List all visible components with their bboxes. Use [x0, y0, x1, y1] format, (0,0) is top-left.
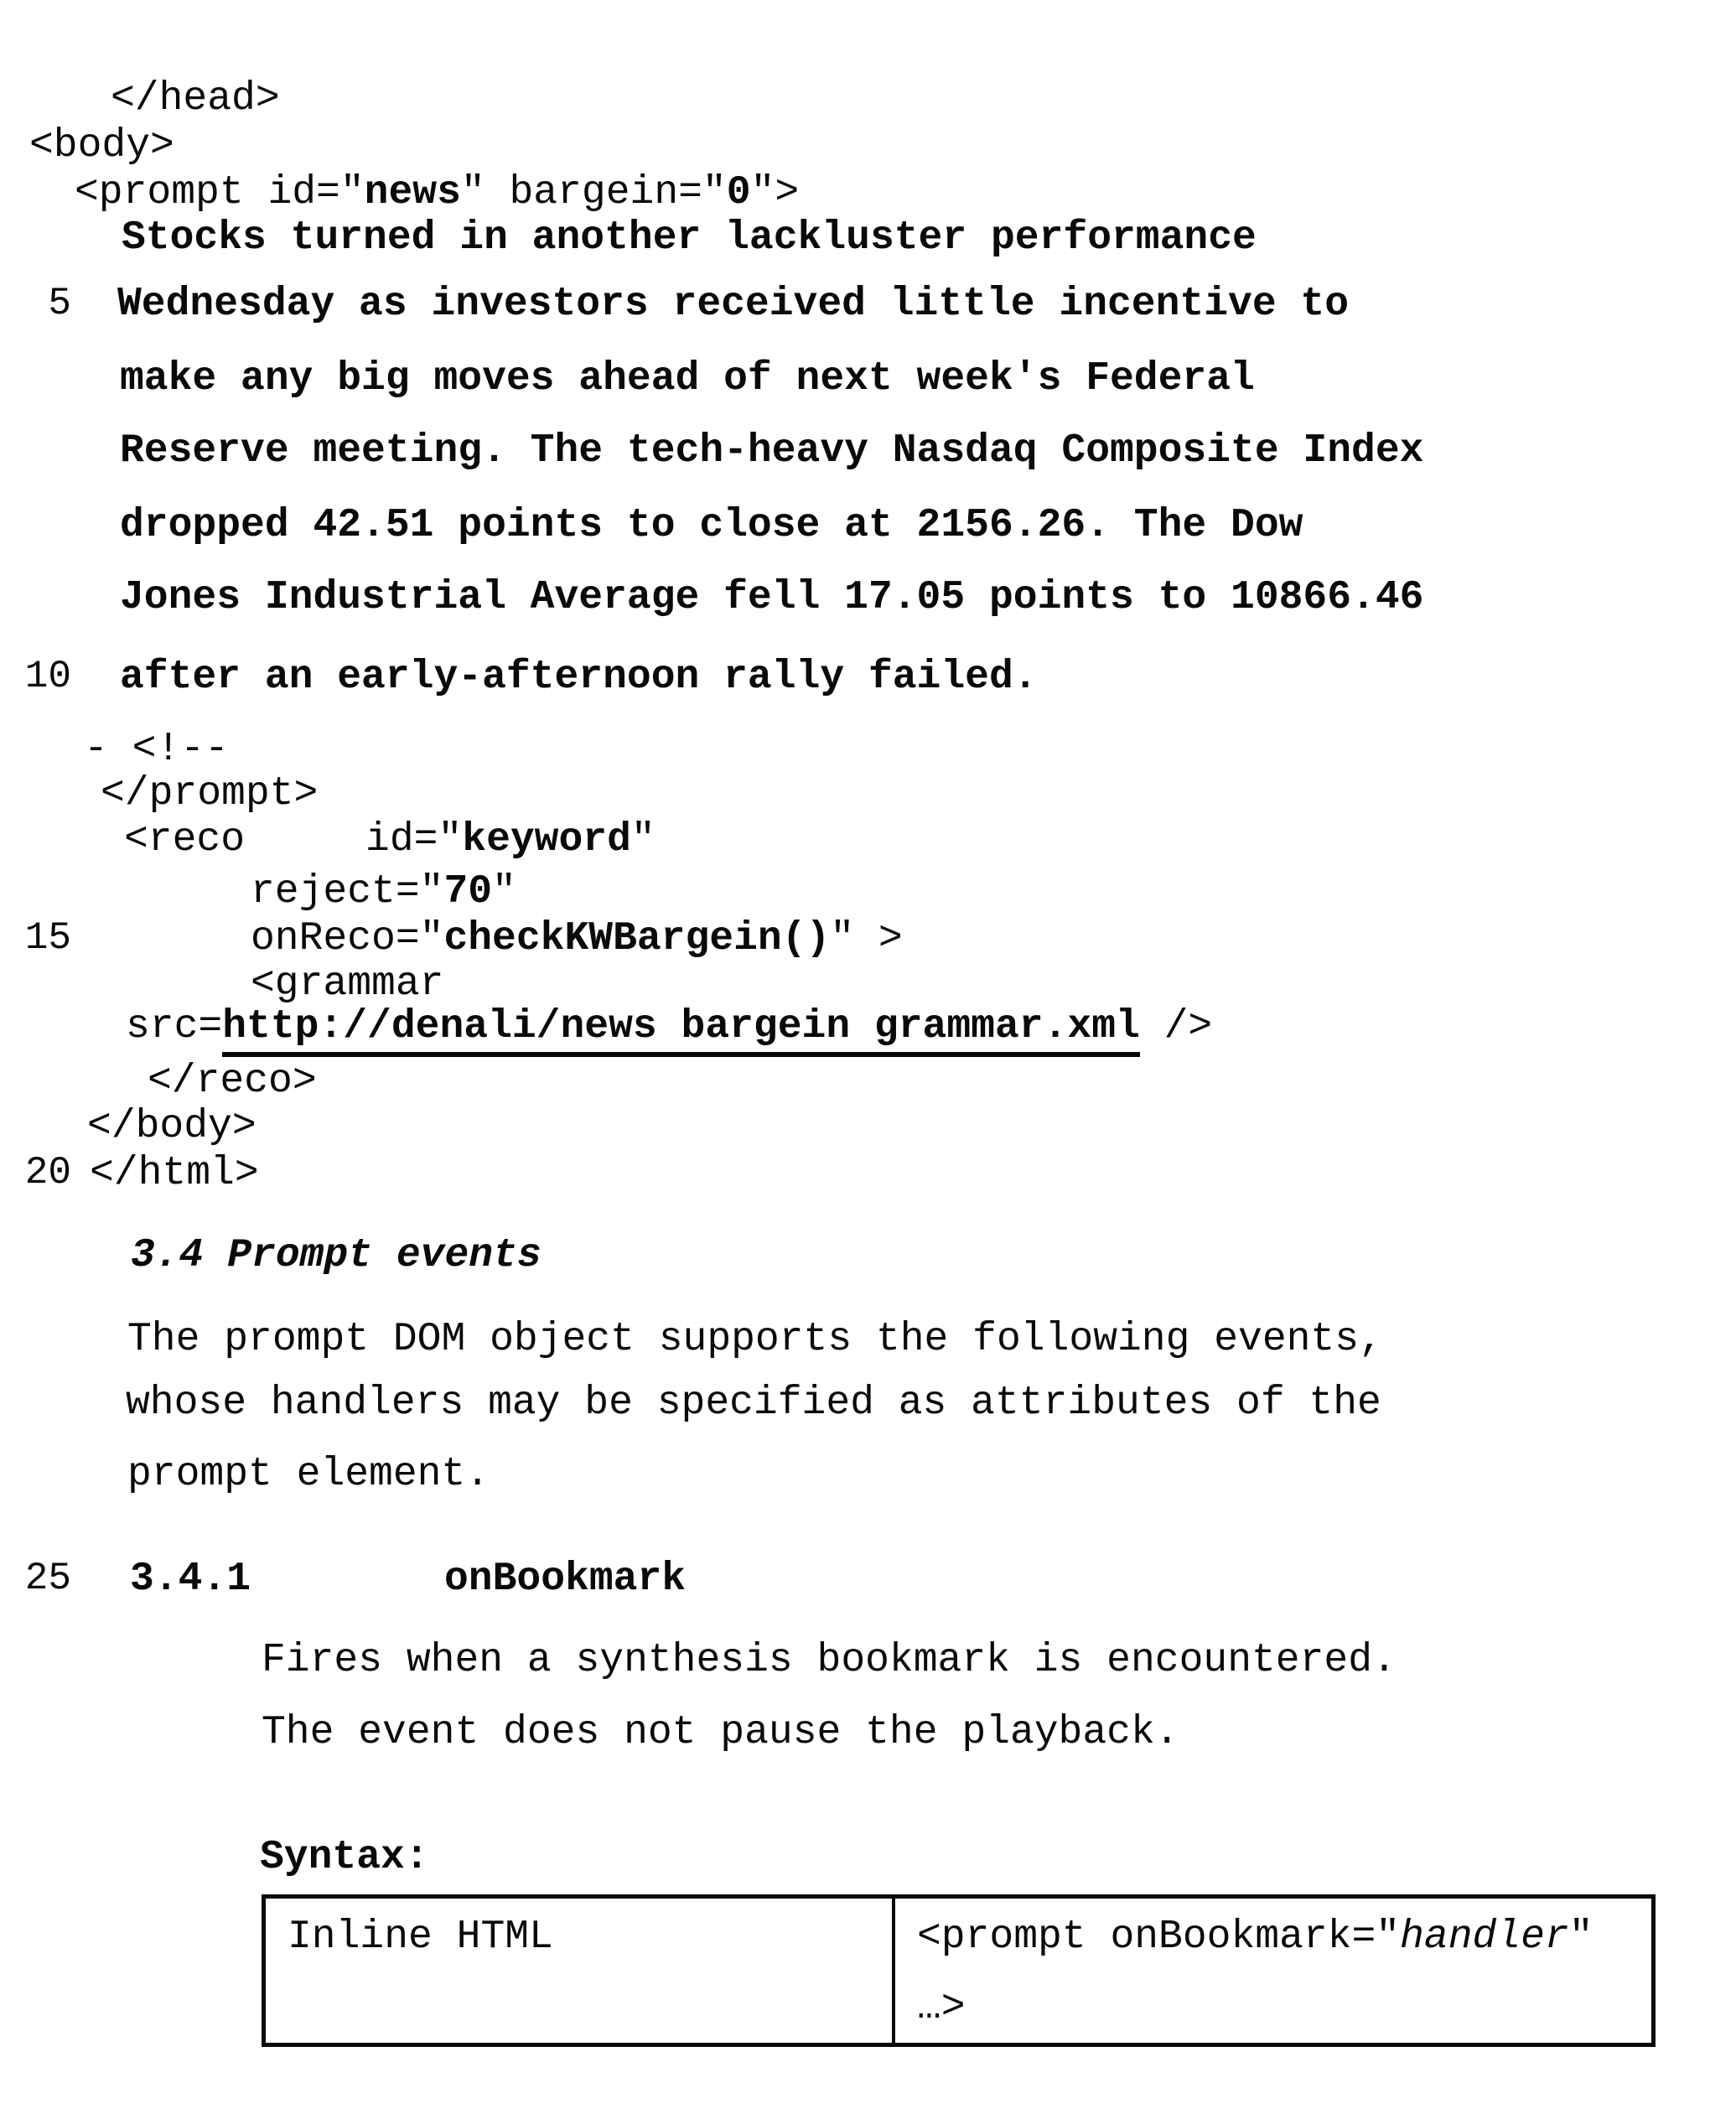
code-text: </html>: [90, 1151, 259, 1196]
code-line-5: [117, 282, 1349, 328]
code-line-11: [84, 728, 229, 773]
heading-text: onBookmark: [444, 1557, 687, 1602]
code-text: ": [1568, 1915, 1593, 1960]
code-line-10: [120, 655, 1038, 701]
code-attr-value: keyword: [462, 817, 631, 863]
code-line-6: [120, 357, 1255, 402]
code-line-16: [251, 962, 443, 1008]
code-line-19: [87, 1105, 257, 1150]
line-number: 15: [24, 916, 71, 960]
code-text: </body>: [87, 1104, 257, 1149]
line-number: 10: [24, 655, 71, 698]
code-text: <prompt id=": [75, 170, 365, 215]
code-line-12: [101, 772, 318, 817]
code-line-8: [120, 504, 1303, 549]
syntax-table-cell-left: [266, 1899, 895, 2043]
code-text: <body>: [29, 123, 174, 168]
code-text: ": [492, 869, 516, 915]
section-heading-3-4-1-title: [444, 1557, 686, 1603]
grammar-src-url: http://denali/news bargein grammar.xml: [222, 1004, 1140, 1057]
code-line-3: [75, 171, 799, 216]
code-text: onReco=": [251, 916, 444, 961]
code-line-7: [120, 429, 1423, 474]
code-text: - <!--: [84, 727, 229, 772]
prompt-text: Reserve meeting. The tech-heavy Nasdaq Composite Index: [120, 428, 1424, 474]
syntax-table: [262, 1894, 1656, 2047]
body-text: Fires when a synthesis bookmark is encountered.: [262, 1638, 1397, 1683]
code-line-18: [148, 1060, 317, 1105]
paragraph-line: [262, 1639, 1397, 1684]
code-text: …>: [917, 1985, 966, 2031]
code-line-2: [29, 124, 174, 169]
code-text: <grammar: [251, 961, 444, 1007]
code-attr-value: checkKWBargein(): [443, 916, 831, 961]
prompt-text: Stocks turned in another lackluster performance: [122, 215, 1257, 261]
code-text: ">: [750, 170, 800, 215]
code-text: reject=": [251, 869, 444, 915]
syntax-label: [260, 1836, 429, 1881]
handler-placeholder: handler: [1400, 1915, 1569, 1960]
syntax-code-line-1: [917, 1915, 1630, 1961]
code-text: " >: [830, 916, 903, 961]
code-attr-value: 70: [443, 869, 493, 915]
syntax-code-line-2: [917, 1986, 1630, 2031]
paragraph-line: [126, 1381, 1381, 1427]
code-line-4: [122, 216, 1257, 262]
heading-text: 3.4.1: [130, 1557, 251, 1602]
section-heading-3-4: [131, 1234, 542, 1279]
code-text: </head>: [111, 76, 280, 122]
code-line-17: [126, 1005, 1212, 1050]
paragraph-line: [262, 1711, 1179, 1756]
code-text: " bargein=": [460, 170, 727, 215]
code-text: ": [630, 817, 656, 863]
prompt-text: Wednesday as investors received little incentive to: [117, 282, 1350, 327]
code-line-9: [120, 576, 1423, 621]
prompt-text: after an early-afternoon rally failed.: [120, 655, 1038, 700]
line-number: 5: [48, 282, 71, 325]
line-number: 20: [24, 1151, 71, 1194]
code-line-13: [124, 818, 656, 863]
body-text: prompt element.: [127, 1452, 490, 1497]
code-text: </reco>: [148, 1059, 317, 1104]
body-text: whose handlers may be specified as attributes of the: [126, 1381, 1381, 1426]
code-line-15: [251, 917, 903, 962]
prompt-text: make any big moves ahead of next week's Federal: [120, 356, 1255, 402]
code-line-20: [90, 1152, 259, 1197]
prompt-text: Jones Industrial Average fell 17.05 points to 10866.46: [120, 575, 1424, 620]
code-attr-value: 0: [726, 170, 751, 215]
prompt-text: dropped 42.51 points to close at 2156.26. The Dow: [120, 503, 1303, 548]
section-heading-3-4-1-num: [130, 1557, 251, 1603]
line-number: 25: [24, 1557, 71, 1600]
heading-text: Syntax:: [260, 1835, 429, 1880]
heading-text: 3.4 Prompt events: [131, 1233, 542, 1278]
code-line-14: [251, 870, 516, 915]
body-text: The event does not pause the playback.: [262, 1710, 1179, 1755]
code-line-1: [111, 77, 280, 122]
paragraph-line: [127, 1453, 490, 1498]
syntax-table-cell-right: [895, 1899, 1651, 2043]
code-text: <prompt onBookmark=": [917, 1915, 1401, 1960]
paragraph-line: [127, 1318, 1383, 1363]
body-text: The prompt DOM object supports the following events,: [127, 1317, 1383, 1362]
table-cell-text: Inline HTML: [288, 1915, 553, 1960]
code-text: />: [1139, 1004, 1213, 1049]
code-text: <reco id=": [124, 817, 463, 863]
code-attr-value: news: [364, 170, 461, 215]
code-text: src=: [126, 1004, 223, 1049]
code-text: </prompt>: [101, 771, 319, 816]
